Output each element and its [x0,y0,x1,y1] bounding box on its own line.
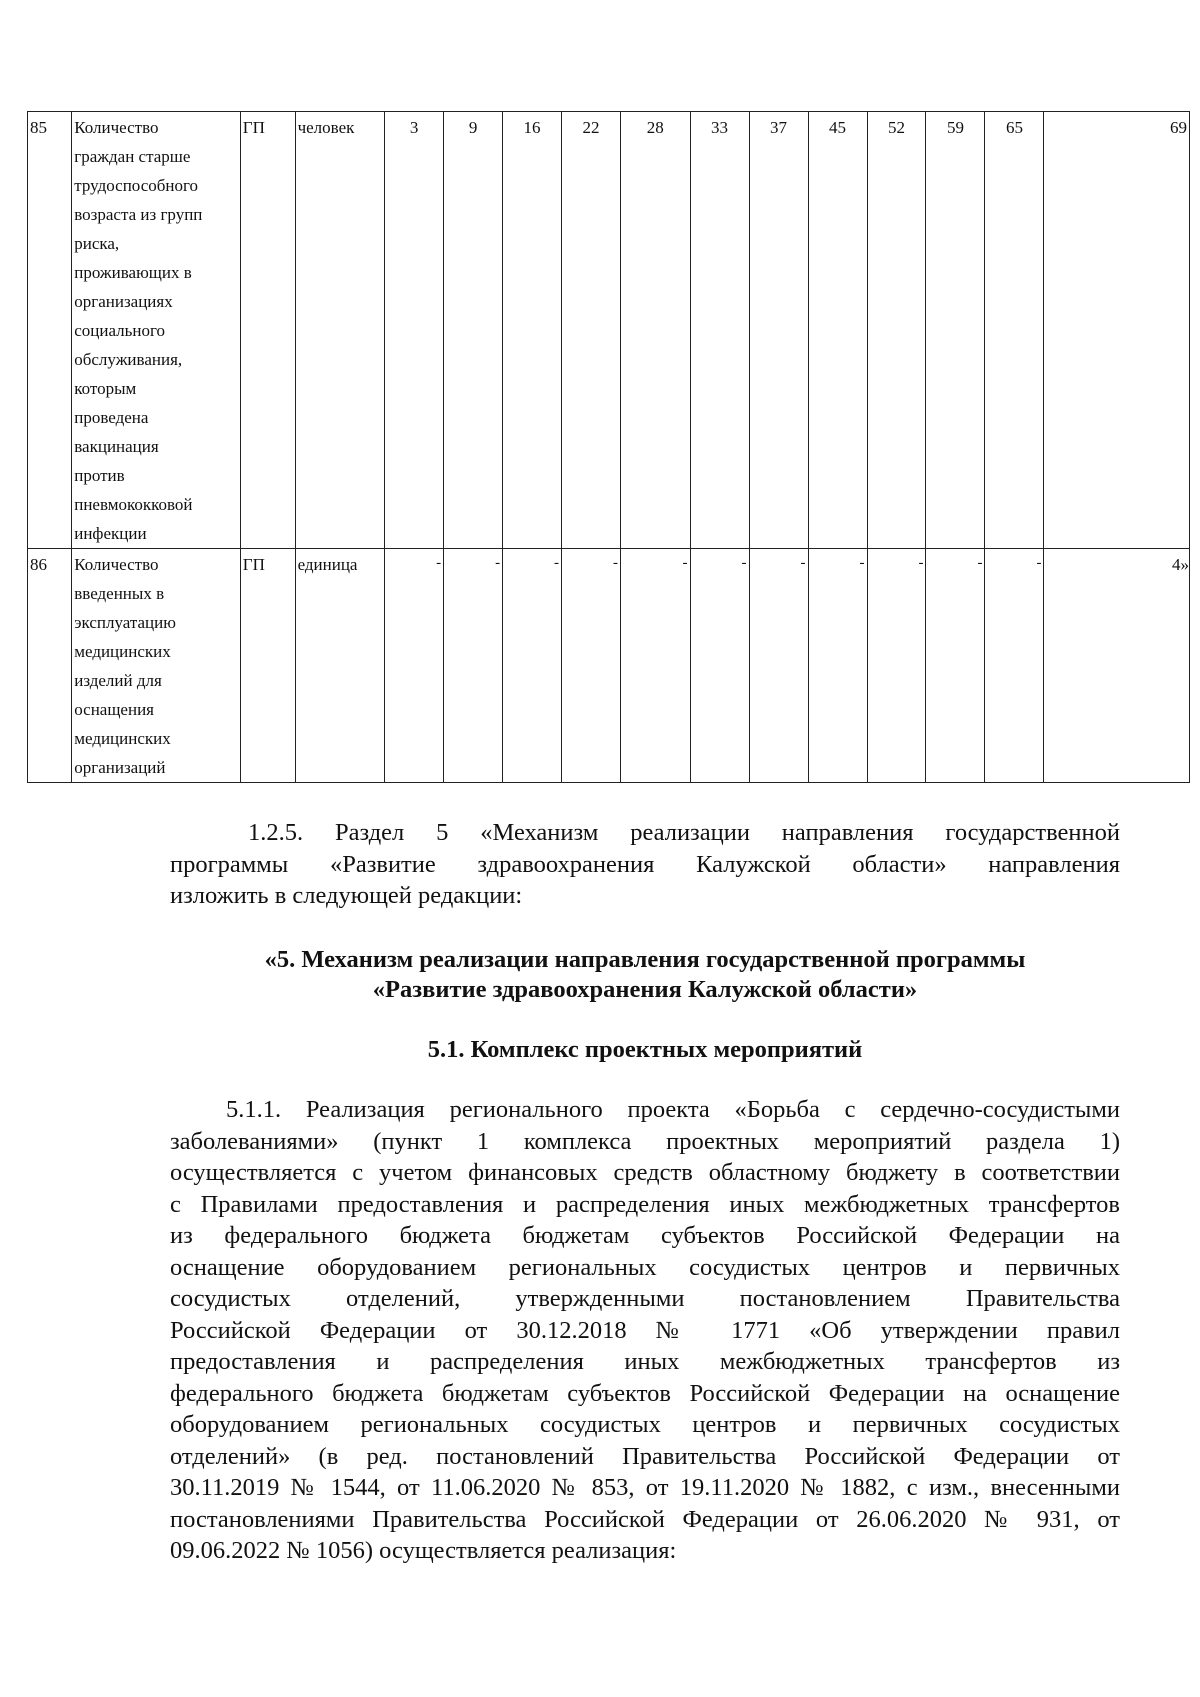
body-line: оборудованием региональных сосудистых центров и первичных сосудистых [170,1411,1120,1438]
value-cell: 3 [385,112,444,549]
value-text: - [859,555,865,571]
body-line: с Правилами предоставления и распределения иных межбюджетных трансфертов [170,1190,1120,1218]
indicator-name-line: организаций [74,758,166,777]
value-text: - [977,555,983,571]
table-row [28,549,1190,783]
value-cell: 45 [808,112,867,549]
indicator-name-cell [72,549,241,783]
intro-line: изложить в следующей редакции: [170,882,523,909]
body-paragraph [170,1094,1120,1567]
body-line: сосудистых отделений, утвержденными постановлением Правительства [170,1285,1120,1312]
indicator-name-line: пневмококковой [74,495,193,514]
value-cell [562,549,621,783]
value-cell [749,549,808,783]
body-line: федерального бюджета бюджетам субъектов Российской Федерации на оснащение [170,1379,1120,1407]
indicator-name-line: риска, [74,234,120,253]
indicator-name-line: изделий для [74,671,162,690]
value-cell: 28 [621,112,691,549]
unit-cell: человек [295,112,385,549]
indicator-name-cell [72,112,241,549]
value-cell [503,549,562,783]
table-row [28,112,1190,549]
value-cell: 33 [690,112,749,549]
intro-line: 1.2.5. Раздел 5 «Механизм реализации направления государственной [248,819,1120,846]
indicator-name-line: медицинских [74,642,171,661]
body-line: 09.06.2022 № 1056) осуществляется реализация: [170,1537,677,1564]
body-line: Российской Федерации от 30.12.2018 № 1771 «Об утверждении правил [170,1316,1120,1344]
indicator-name-line: инфекции [74,524,147,543]
unit-cell: единица [295,549,385,783]
section-heading-line: «5. Механизм реализации направления государственной программы [264,946,1026,973]
value-cell: 65 [985,112,1044,549]
value-cell: 16 [503,112,562,549]
value-cell [690,549,749,783]
row-number-cell: 86 [28,549,72,783]
indicator-name-line: которым [74,379,137,398]
value-text: - [918,555,924,571]
indicator-name-line: вакцинация [74,437,159,456]
indicator-name-line: введенных в [74,584,165,603]
program-type-cell: ГП [240,549,295,783]
value-cell: 37 [749,112,808,549]
subsection-heading: 5.1. Комплекс проектных мероприятий [427,1036,863,1063]
indicator-name-line: возраста из групп [74,205,203,224]
indicator-name-line: граждан старше [74,147,191,166]
body-line: постановлениями Правительства Российской Федерации от 26.06.2020 № 931, от [170,1505,1120,1533]
body-line: предоставления и распределения иных межбюджетных трансфертов из [170,1348,1120,1375]
indicator-name-line: оснащения [74,700,154,719]
value-cell: 4» [1044,549,1190,783]
indicators-table [27,111,1190,783]
indicator-name-line: организациях [74,292,173,311]
indicator-name-line: Количество [74,555,159,574]
body-line: 5.1.1. Реализация регионального проекта «Борьба с сердечно-сосудистыми [226,1096,1120,1123]
value-text: - [741,555,747,571]
value-text: - [495,555,501,571]
value-cell: 9 [444,112,503,549]
value-cell [808,549,867,783]
value-cell [444,549,503,783]
section-heading-line: «Развитие здравоохранения Калужской области» [372,976,918,1003]
body-line: из федерального бюджета бюджетам субъектов Российской Федерации на [170,1222,1120,1249]
value-cell: 59 [926,112,985,549]
value-text: - [613,555,619,571]
value-text: - [436,555,442,571]
value-cell: 22 [562,112,621,549]
indicator-name-line: эксплуатацию [74,613,176,632]
body-line: 30.11.2019 № 1544, от 11.06.2020 № 853, от 19.11.2020 № 1882, с изм., внесенными [170,1474,1120,1501]
indicator-name-line: медицинских [74,729,171,748]
value-cell [621,549,691,783]
value-text: - [1036,555,1042,571]
program-type-cell: ГП [240,112,295,549]
value-cell: 52 [867,112,926,549]
value-text: - [682,555,688,571]
indicator-name-line: обслуживания, [74,350,183,369]
value-cell: 69 [1044,112,1190,549]
value-text: - [800,555,806,571]
body-line: оснащение оборудованием региональных сосудистых центров и первичных [170,1253,1120,1281]
intro-paragraph [170,817,1120,912]
value-cell [867,549,926,783]
indicator-name-line: проведена [74,408,149,427]
indicator-name-line: проживающих в [74,263,192,282]
body-line: заболеваниями» (пункт 1 комплекса проектных мероприятий раздела 1) [170,1127,1120,1155]
body-line: отделений» (в ред. постановлений Правительства Российской Федерации от [170,1442,1120,1470]
body-line: осуществляется с учетом финансовых средств областному бюджету в соответствии [170,1159,1120,1186]
indicator-name-line: Количество [74,118,159,137]
indicator-name-line: социального [74,321,166,340]
row-number-cell: 85 [28,112,72,549]
indicator-name-line: трудоспособного [74,176,199,195]
section-heading [170,945,1120,1005]
value-cell [926,549,985,783]
indicator-name-line: против [74,466,125,485]
value-cell [385,549,444,783]
intro-line: программы «Развитие здравоохранения Калужской области» направления [170,850,1120,878]
value-cell [985,549,1044,783]
value-text: - [554,555,560,571]
